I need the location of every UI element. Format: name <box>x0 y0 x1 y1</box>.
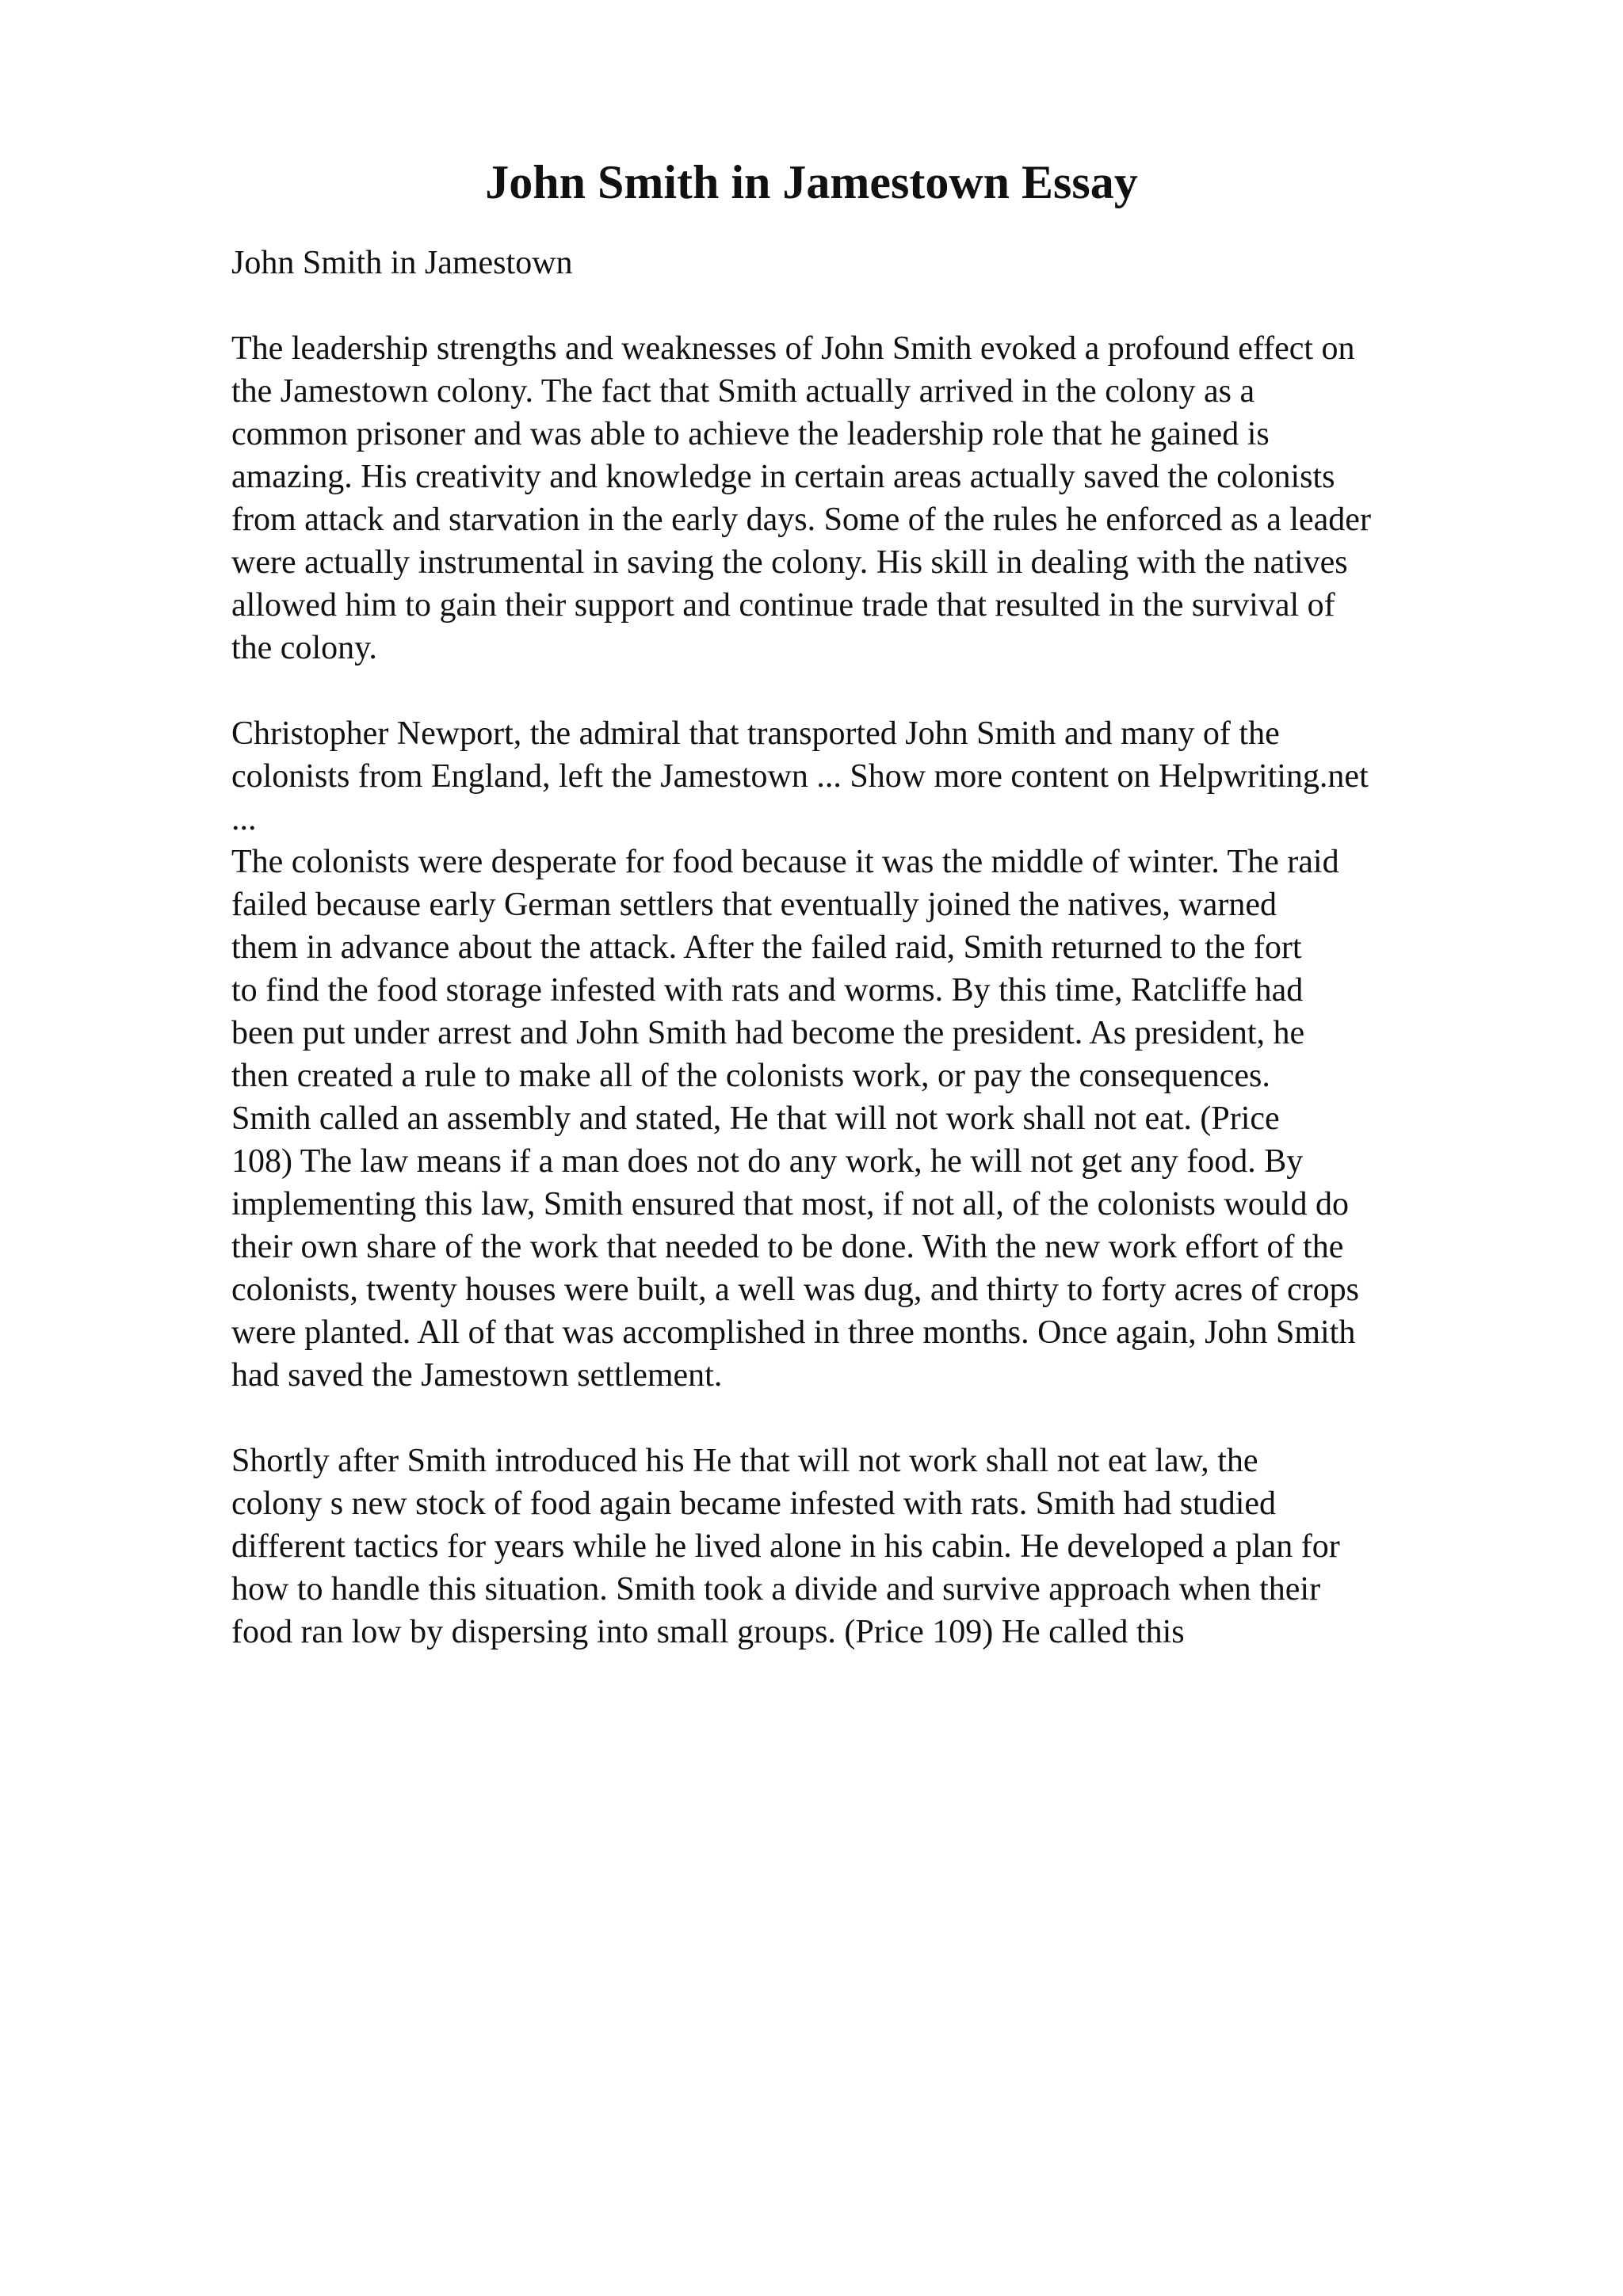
text-line: ... <box>231 801 257 837</box>
text-line: colonists, twenty houses were built, a well was dug, and thirty to forty acres of crops <box>231 1272 1360 1308</box>
paragraph-spacer <box>231 1397 1610 1440</box>
text-line: colonists from England, left the Jamestown ... Show more content on Helpwriting.net <box>231 758 1369 795</box>
paragraph-3 <box>231 1440 1610 1653</box>
text-line: their own share of the work that needed to be done. With the new work effort of the <box>231 1229 1344 1265</box>
text-line: then created a rule to make all of the colonists work, or pay the consequences. <box>231 1058 1270 1094</box>
paragraph-spacer <box>231 669 1610 712</box>
text-line: amazing. His creativity and knowledge in certain areas actually saved the colonists <box>231 459 1335 495</box>
text-line: The colonists were desperate for food because it was the middle of winter. The raid <box>231 844 1339 880</box>
paragraph-spacer <box>231 284 1610 327</box>
text-line: from attack and starvation in the early days. Some of the rules he enforced as a leader <box>231 502 1371 538</box>
text-line: The leadership strengths and weaknesses of John Smith evoked a profound effect on <box>231 330 1355 367</box>
text-line: failed because early German settlers that eventually joined the natives, warned <box>231 887 1277 923</box>
text-line: Christopher Newport, the admiral that transported John Smith and many of the <box>231 715 1280 752</box>
text-line: the colony. <box>231 630 377 666</box>
paragraph-1 <box>231 327 1610 669</box>
text-line: 108) The law means if a man does not do any work, he will not get any food. By <box>231 1143 1304 1180</box>
text-line: were actually instrumental in saving the colony. His skill in dealing with the natives <box>231 544 1348 581</box>
text-line: had saved the Jamestown settlement. <box>231 1357 723 1394</box>
document-body <box>231 242 1610 1653</box>
text-line: been put under arrest and John Smith had become the president. As president, he <box>231 1015 1305 1051</box>
text-line: allowed him to gain their support and continue trade that resulted in the survival of <box>231 587 1335 624</box>
text-line: common prisoner and was able to achieve the leadership role that he gained is <box>231 416 1270 452</box>
text-line: were planted. All of that was accomplished in three months. Once again, John Smith <box>231 1314 1356 1351</box>
document-subtitle: John Smith in Jamestown <box>231 245 573 281</box>
text-line: to find the food storage infested with rats and worms. By this time, Ratcliffe had <box>231 972 1304 1009</box>
text-line: the Jamestown colony. The fact that Smith actually arrived in the colony as a <box>231 373 1255 410</box>
text-line: how to handle this situation. Smith took a divide and survive approach when their <box>231 1571 1321 1608</box>
text-line: different tactics for years while he lived alone in his cabin. He developed a plan for <box>231 1528 1340 1565</box>
paragraph-2 <box>231 712 1610 1397</box>
text-line: implementing this law, Smith ensured that most, if not all, of the colonists would do <box>231 1186 1349 1222</box>
text-line: Smith called an assembly and stated, He that will not work shall not eat. (Price <box>231 1100 1280 1137</box>
text-line: colony s new stock of food again became infested with rats. Smith had studied <box>231 1486 1277 1522</box>
document-title: John Smith in Jamestown Essay <box>485 156 1138 208</box>
text-line: food ran low by dispersing into small groups. (Price 109) He called this <box>231 1614 1185 1650</box>
text-line: them in advance about the attack. After the failed raid, Smith returned to the fort <box>231 929 1302 966</box>
text-line: Shortly after Smith introduced his He that will not work shall not eat law, the <box>231 1443 1258 1479</box>
